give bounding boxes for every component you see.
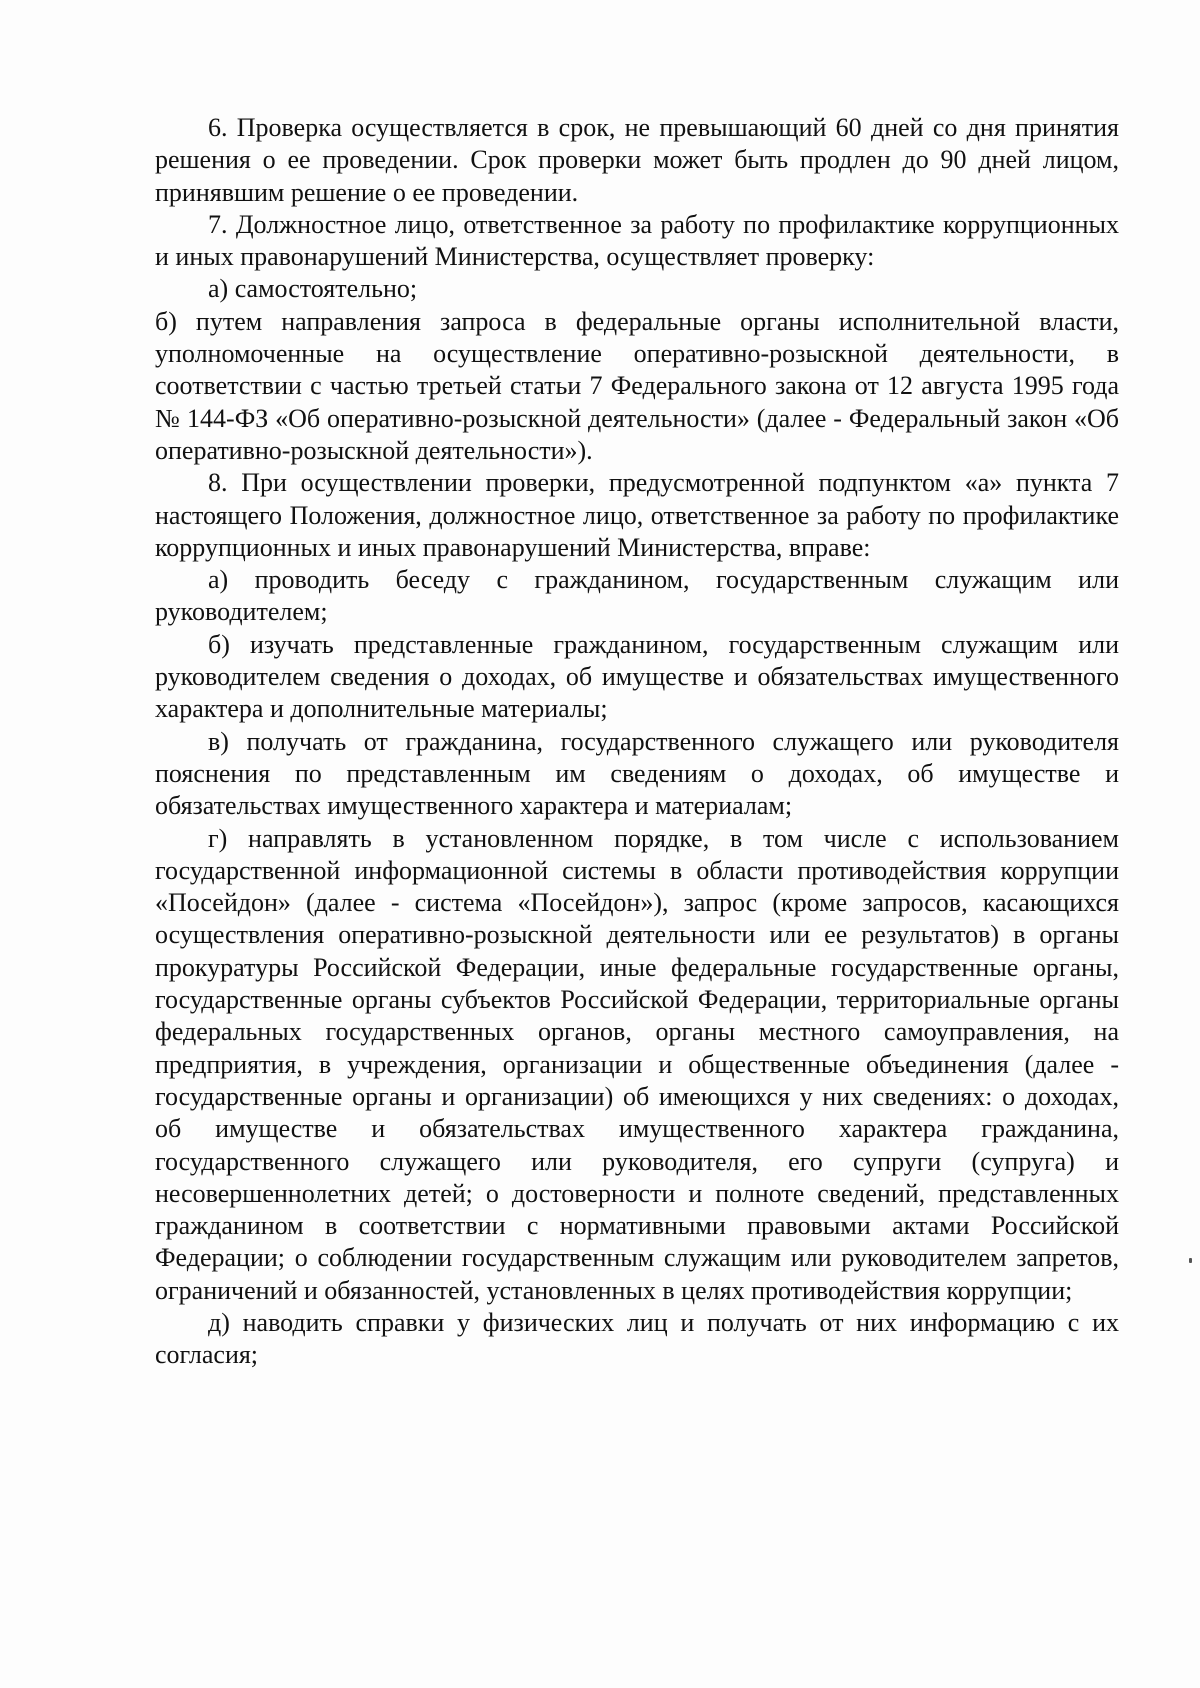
paragraph-8-d: д) наводить справки у физических лиц и получать от них информацию с их согласия; <box>155 1307 1119 1370</box>
paragraph-8-v: в) получать от гражданина, государственного служащего или руководителя пояснения по представленным им сведениям о доходах, об имуществе и обязательствах имущественного характера и материалам; <box>155 726 1119 821</box>
paragraph-6: 6. Проверка осуществляется в срок, не превышающий 60 дней со дня принятия решения о ее проведении. Срок проверки может быть продлен до 90 дней лицом, принявшим решение о ее проведении. <box>155 113 1119 207</box>
paragraph-8-g: г) направлять в установленном порядке, в том числе с использованием государственной информационной системы в области противодействия коррупции «Посейдон» (далее - система «Посейдон»), запрос (кроме запросов, касающихся осуществления оперативно-розыскной деятельности или ее результатов) в органы прокуратуры Российской Федерации, иные федеральные государственные органы, государственные органы субъектов Российской Федерации, территориальные органы федеральных государственных органов, органы местного самоуправления, на предприятия, в учреждения, организации и общественные объединения (далее - государственные органы и организации) об имеющихся у них сведениях: о доходах, об имуществе и обязательствах имущественного характера гражданина, государственного служащего или руководителя, его супруги (супруга) и несовершеннолетних детей; о достоверности и полноте сведений, представленных гражданином в соответствии с нормативными правовыми актами Российской Федерации; о соблюдении государственным служащим или руководителем запретов, ограничений и обязанностей, установленных в целях противодействия коррупции; <box>155 823 1119 1305</box>
paragraph-8-b: б) изучать представленные гражданином, государственным служащим или руководителем сведения о доходах, об имуществе и обязательствах имущественного характера и дополнительные материалы; <box>155 629 1119 724</box>
paragraph-8: 8. При осуществлении проверки, предусмотренной подпунктом «а» пункта 7 настоящего Положения, должностное лицо, ответственное за работу по профилактике коррупционных и иных правонарушений Министерства, вправе: <box>155 468 1119 562</box>
scan-artifact-dot <box>1189 1258 1192 1263</box>
paragraph-7-a: а) самостоятельно; <box>208 274 418 304</box>
paragraph-7: 7. Должностное лицо, ответственное за работу по профилактике коррупционных и иных правонарушений Министерства, осуществляет проверку: <box>155 209 1119 272</box>
paragraph-7-b: б) путем направления запроса в федеральные органы исполнительной власти, уполномоченные на осуществление оперативно-розыскной деятельности, в соответствии с частью третьей статьи 7 Федерального закона от 12 августа 1995 года № 144-ФЗ «Об оперативно-розыскной деятельности» (далее - Федеральный закон «Об оперативно-розыскной деятельности»). <box>155 306 1119 465</box>
paragraph-8-a: а) проводить беседу с гражданином, государственным служащим или руководителем; <box>155 565 1119 627</box>
document-body <box>155 112 1119 1372</box>
